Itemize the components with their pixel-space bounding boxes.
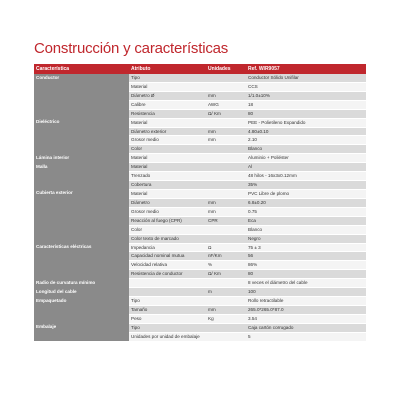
- attribute-cell: Unidades por unidad de embalaje: [129, 332, 206, 341]
- unit-cell: [206, 225, 246, 234]
- table-row: [34, 154, 366, 163]
- attribute-cell: Peso: [129, 314, 206, 323]
- table-row: [34, 243, 366, 252]
- unit-cell: mm: [206, 207, 246, 216]
- unit-cell: nF/Km: [206, 252, 246, 261]
- value-cell: Eca: [246, 216, 366, 225]
- unit-cell: mm: [206, 305, 246, 314]
- unit-cell: [206, 74, 246, 82]
- value-cell: 75 ± 3: [246, 243, 366, 252]
- attribute-cell: Grosor medio: [129, 207, 206, 216]
- value-cell: CCS: [246, 82, 366, 91]
- value-cell: 35%: [246, 181, 366, 190]
- category-cell: Malla: [34, 163, 129, 190]
- unit-cell: %: [206, 261, 246, 270]
- unit-cell: [206, 154, 246, 163]
- attribute-cell: Resistencia de conductor: [129, 270, 206, 279]
- category-cell: Radio de curvatura mínimo: [34, 279, 129, 288]
- value-cell: Blanco: [246, 225, 366, 234]
- value-cell: Rollo retractilable: [246, 297, 366, 306]
- value-cell: PVC Libre de plomo: [246, 189, 366, 198]
- attribute-cell: Diámetro Ø: [129, 91, 206, 100]
- table-row: [34, 118, 366, 127]
- attribute-cell: Color: [129, 225, 206, 234]
- value-cell: 80: [246, 270, 366, 279]
- table-header-row: [34, 64, 366, 74]
- header-atributo: Atributo: [129, 64, 206, 74]
- attribute-cell: Material: [129, 118, 206, 127]
- table-row: [34, 189, 366, 198]
- attribute-cell: Cobertura: [129, 181, 206, 190]
- value-cell: 265.0*265.0*87.0: [246, 305, 366, 314]
- attribute-cell: Diámetro exterior: [129, 127, 206, 136]
- value-cell: 3.54: [246, 314, 366, 323]
- attribute-cell: Tipo: [129, 297, 206, 306]
- unit-cell: [206, 145, 246, 154]
- value-cell: 80: [246, 109, 366, 118]
- attribute-cell: Tipo: [129, 323, 206, 332]
- unit-cell: [206, 323, 246, 332]
- category-cell: Embalaje: [34, 323, 129, 341]
- value-cell: PEE - Polietileno Expandido: [246, 118, 366, 127]
- table-row: [34, 163, 366, 172]
- attribute-cell: Trenzado: [129, 172, 206, 181]
- category-cell: Lámina interior: [34, 154, 129, 163]
- unit-cell: Ω/ Km: [206, 109, 246, 118]
- attribute-cell: Impedancia: [129, 243, 206, 252]
- category-cell: Características eléctricas: [34, 243, 129, 279]
- header-unidades: Unidades: [206, 64, 246, 74]
- unit-cell: Ω: [206, 243, 246, 252]
- value-cell: 100: [246, 288, 366, 297]
- value-cell: Blanco: [246, 145, 366, 154]
- attribute-cell: Velocidad relativa: [129, 261, 206, 270]
- unit-cell: [206, 189, 246, 198]
- table-row: [34, 323, 366, 332]
- unit-cell: Ω/ Km: [206, 270, 246, 279]
- attribute-cell: Tipo: [129, 74, 206, 82]
- value-cell: Caja cartón corrugado: [246, 323, 366, 332]
- spec-table-body: [34, 74, 366, 341]
- unit-cell: [206, 234, 246, 243]
- unit-cell: [206, 118, 246, 127]
- attribute-cell: Capacidad nominal mutua: [129, 252, 206, 261]
- unit-cell: mm: [206, 127, 246, 136]
- attribute-cell: Color texto de marcado: [129, 234, 206, 243]
- value-cell: 56: [246, 252, 366, 261]
- unit-cell: [206, 163, 246, 172]
- attribute-cell: Resistencia: [129, 109, 206, 118]
- value-cell: 1/1.0±10%: [246, 91, 366, 100]
- unit-cell: m: [206, 288, 246, 297]
- attribute-cell: Material: [129, 82, 206, 91]
- category-cell: Cubierta exterior: [34, 189, 129, 243]
- attribute-cell: Diámetro: [129, 198, 206, 207]
- attribute-cell: Material: [129, 189, 206, 198]
- value-cell: Conductor Sólido Unifilar: [246, 74, 366, 82]
- attribute-cell: Reacción al fuego (CPR): [129, 216, 206, 225]
- unit-cell: [206, 181, 246, 190]
- category-cell: Longitud del cable: [34, 288, 129, 297]
- attribute-cell: Grosor medio: [129, 136, 206, 145]
- header-caracteristica: Característica: [34, 64, 129, 74]
- unit-cell: [206, 279, 246, 288]
- attribute-cell: [129, 288, 206, 297]
- category-cell: Conductor: [34, 74, 129, 118]
- value-cell: 6.8±0.20: [246, 198, 366, 207]
- table-row: [34, 288, 366, 297]
- category-cell: Dieléctrico: [34, 118, 129, 154]
- table-row: [34, 297, 366, 306]
- attribute-cell: Tamaño: [129, 305, 206, 314]
- value-cell: Al: [246, 163, 366, 172]
- value-cell: 18: [246, 100, 366, 109]
- value-cell: Negro: [246, 234, 366, 243]
- table-row: [34, 74, 366, 82]
- value-cell: 48 hilos - 16x3x0.12mm: [246, 172, 366, 181]
- attribute-cell: Material: [129, 154, 206, 163]
- value-cell: 5: [246, 332, 366, 341]
- attribute-cell: Material: [129, 163, 206, 172]
- unit-cell: [206, 297, 246, 306]
- unit-cell: AWG: [206, 100, 246, 109]
- value-cell: 4.80±0.10: [246, 127, 366, 136]
- category-cell: Empaquetado: [34, 297, 129, 324]
- page-title: Construcción y características: [34, 40, 229, 57]
- table-row: [34, 279, 366, 288]
- unit-cell: mm: [206, 91, 246, 100]
- attribute-cell: Color: [129, 145, 206, 154]
- header-ref: Ref. WIR9057: [246, 64, 366, 74]
- value-cell: 2.10: [246, 136, 366, 145]
- attribute-cell: [129, 279, 206, 288]
- unit-cell: Kg: [206, 314, 246, 323]
- unit-cell: mm: [206, 198, 246, 207]
- unit-cell: [206, 332, 246, 341]
- spec-table: [34, 64, 366, 342]
- value-cell: 86%: [246, 261, 366, 270]
- unit-cell: CPR: [206, 216, 246, 225]
- unit-cell: [206, 172, 246, 181]
- attribute-cell: Calibre: [129, 100, 206, 109]
- unit-cell: [206, 82, 246, 91]
- unit-cell: mm: [206, 136, 246, 145]
- value-cell: 8 veces el diámetro del cable: [246, 279, 366, 288]
- value-cell: 0.75: [246, 207, 366, 216]
- value-cell: Aluminio + Poliéster: [246, 154, 366, 163]
